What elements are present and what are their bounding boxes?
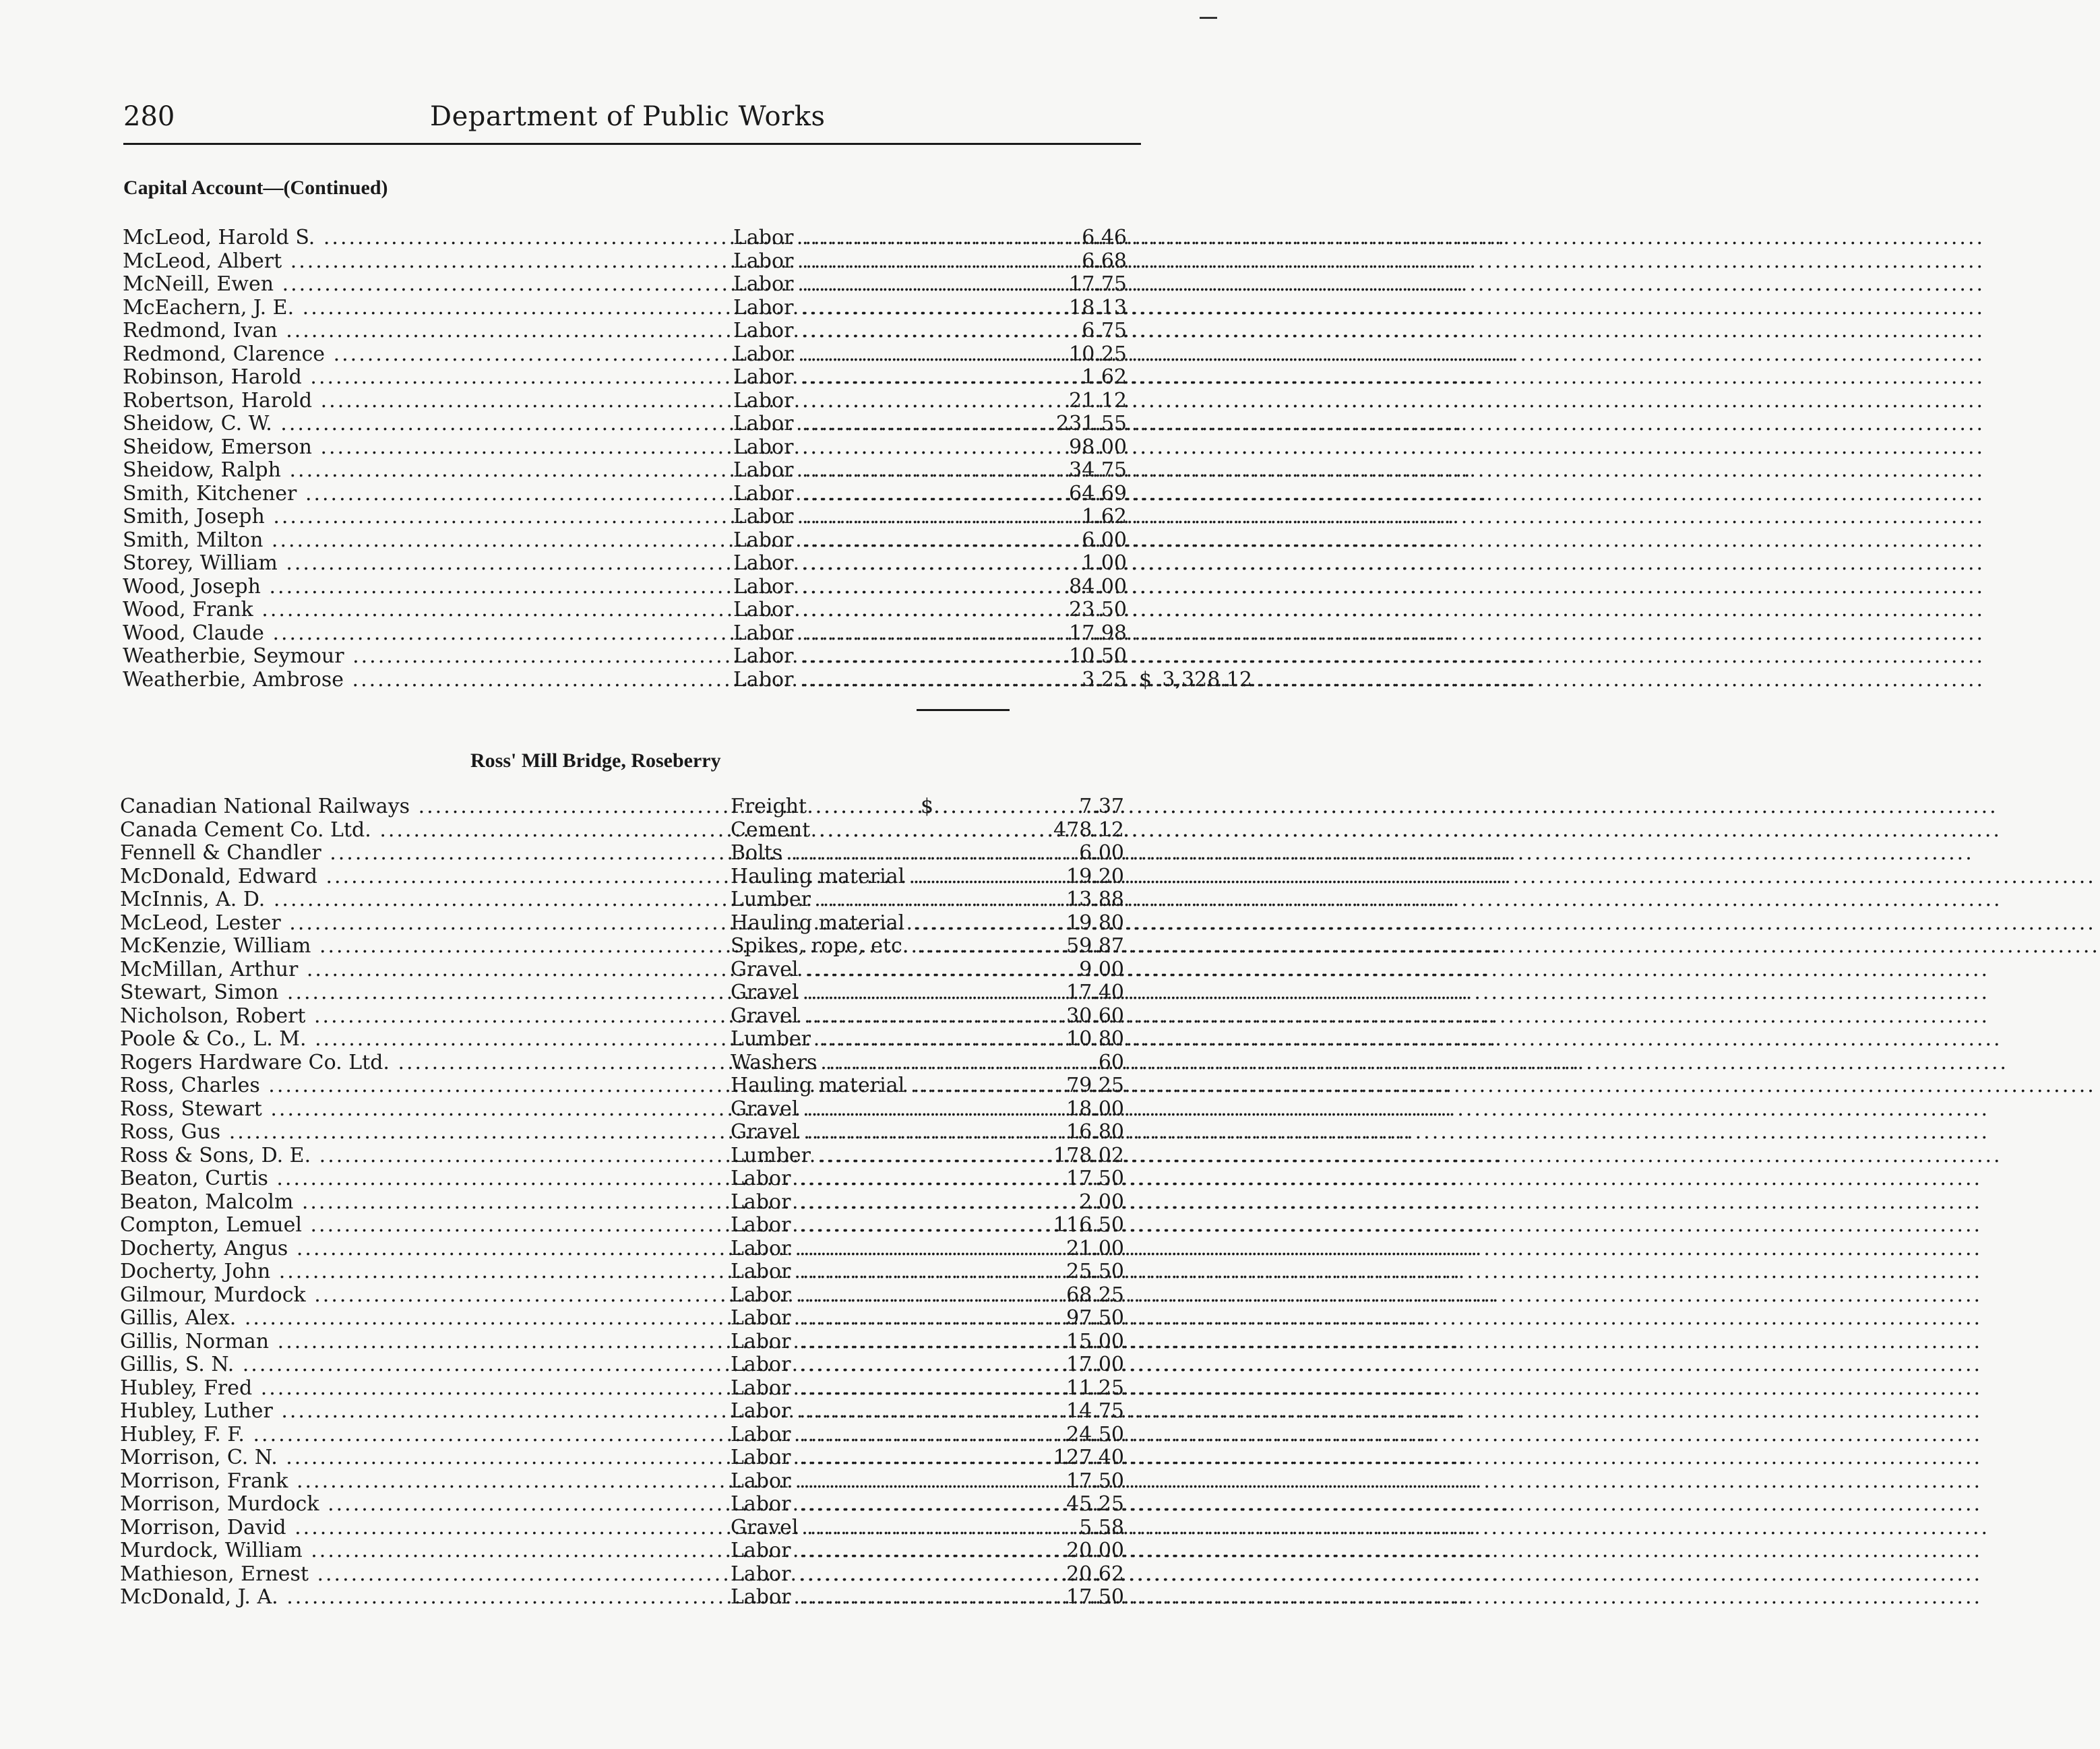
item-description: Labor ..... [731, 1470, 1001, 1494]
ledger-row [112, 888, 1152, 912]
payee-name: Gillis, Alex. ..... [120, 1307, 730, 1330]
amount-value: 9.00 [1079, 957, 1124, 981]
item-description: Labor ..... [731, 1423, 1001, 1447]
item-description: Freight ..... [731, 795, 1001, 819]
item-description: Labor ..... [733, 436, 1004, 460]
ledger-row [112, 1074, 1152, 1098]
payee-name: McInnis, A. D. ..... [120, 888, 730, 912]
item-description: Gravel ..... [731, 1516, 1001, 1540]
payee-name: Canada Cement Co. Ltd. ..... [120, 819, 730, 842]
amount-value: 14.75 [1066, 1399, 1124, 1423]
payee-name: McEachern, J. E. ..... [123, 297, 733, 320]
item-description: Labor ..... [731, 1214, 1001, 1237]
amount-value: 97.50 [1066, 1306, 1124, 1330]
amount-value: 17.50 [1066, 1585, 1124, 1609]
item-description: Labor ..... [733, 226, 1004, 250]
payee-name: Docherty, John ..... [120, 1260, 730, 1284]
ledger-row [112, 1284, 1152, 1308]
ledger-row [115, 390, 1152, 413]
ross-mill-bridge-ledger [115, 795, 1152, 1609]
payee-name: Canadian National Railways ..... [120, 795, 730, 819]
ledger-row [115, 343, 1152, 367]
amount-value: 16.80 [1066, 1120, 1124, 1144]
amount-value: 19.80 [1066, 911, 1124, 935]
ledger-row [112, 1260, 1152, 1284]
payee-name: Smith, Kitchener ..... [123, 483, 733, 506]
ledger-row [115, 483, 1152, 506]
ledger-row [115, 552, 1152, 576]
ledger-row [112, 1051, 1152, 1075]
ledger-row [115, 667, 1252, 692]
amount-value: 478.12 [1053, 818, 1124, 842]
amount-value: 34.75 [1069, 458, 1127, 482]
payee-name: Poole & Co., L. M. ..... [120, 1028, 730, 1051]
subtotal-rule [917, 709, 1010, 711]
ledger-row [112, 981, 1152, 1005]
payee-name: Robinson, Harold ..... [123, 366, 733, 390]
payee-name: McMillan, Arthur ..... [120, 958, 730, 982]
item-description: Labor ..... [733, 273, 1004, 297]
amount-value: 1.62 [1082, 505, 1127, 528]
ledger-row [112, 958, 1152, 982]
item-description: Labor ..... [731, 1353, 1001, 1377]
ledger-row [112, 865, 1152, 889]
item-description: Labor ..... [731, 1284, 1001, 1308]
amount-value: 98.00 [1069, 435, 1127, 459]
amount-value: 6.75 [1082, 319, 1127, 342]
ledger-row [112, 1307, 1152, 1330]
item-description: Labor ..... [733, 483, 1004, 506]
ledger-row [115, 436, 1152, 460]
ledger-row [115, 599, 1152, 622]
payee-name: Beaton, Malcolm ..... [120, 1191, 730, 1215]
payee-name: Sheidow, Ralph ..... [123, 459, 733, 483]
item-description: Lumber ..... [731, 1144, 1001, 1168]
payee-name: Sheidow, C. W. ..... [123, 412, 733, 436]
payee-name: Mathieson, Ernest ..... [120, 1563, 730, 1587]
item-description: Gravel ..... [731, 1098, 1001, 1122]
ledger-row [112, 1144, 1152, 1168]
amount-value: 6.00 [1082, 528, 1127, 552]
amount-value: 2.00 [1079, 1190, 1124, 1214]
payee-name: Docherty, Angus ..... [120, 1237, 730, 1261]
amount-value: 17.00 [1066, 1353, 1124, 1376]
item-description: Gravel ..... [731, 1121, 1001, 1144]
payee-name: Nicholson, Robert ..... [120, 1005, 730, 1029]
total-currency-sign: $ [1139, 667, 1152, 692]
payee-name: McDonald, J. A. ..... [120, 1586, 730, 1609]
ledger-row [112, 935, 1152, 958]
payee-name: Sheidow, Emerson ..... [123, 436, 733, 460]
amount-value: 25.50 [1066, 1260, 1124, 1283]
payee-name: Morrison, David ..... [120, 1516, 730, 1540]
amount-value: 45.25 [1066, 1492, 1124, 1516]
payee-name: Morrison, Frank ..... [120, 1470, 730, 1494]
amount-value: 3.25 [1082, 667, 1127, 692]
payee-name: Redmond, Clarence ..... [123, 343, 733, 367]
ledger-row [112, 1005, 1152, 1029]
amount-value: 19.20 [1066, 864, 1124, 888]
amount-value: 10.80 [1066, 1027, 1124, 1051]
ledger-row [115, 529, 1152, 553]
item-description: Labor ..... [733, 366, 1004, 390]
ross-mill-bridge-heading: Ross' Mill Bridge, Roseberry [470, 749, 721, 772]
item-description: Cement ..... [731, 819, 1001, 842]
ledger-row [112, 1214, 1152, 1237]
payee-name: Ross & Sons, D. E. ..... [120, 1144, 730, 1168]
item-description: Labor ..... [733, 319, 1004, 343]
ledger-row [112, 912, 1152, 935]
ledger-row [112, 1330, 1152, 1354]
amount-value: 7.37 [1079, 795, 1124, 818]
item-description: Labor ..... [731, 1586, 1001, 1609]
amount-value: 68.25 [1066, 1283, 1124, 1307]
page-title: Department of Public Works [430, 101, 826, 132]
payee-name: Ross, Stewart ..... [120, 1098, 730, 1122]
item-description: Lumber ..... [731, 1028, 1001, 1051]
currency-sign: $ [921, 795, 934, 818]
amount-value: 1.00 [1082, 551, 1127, 575]
amount-value: 17.50 [1066, 1469, 1124, 1493]
amount-value: 17.50 [1066, 1167, 1124, 1190]
item-description: Lumber ..... [731, 888, 1001, 912]
ledger-row [115, 297, 1152, 320]
ledger-row [115, 622, 1152, 646]
item-description: Labor ..... [731, 1260, 1001, 1284]
total-value: 3,328.12 [1162, 667, 1252, 692]
ledger-row [115, 250, 1152, 274]
payee-name: Hubley, Fred ..... [120, 1377, 730, 1401]
ledger-row [112, 1167, 1152, 1191]
payee-name: McKenzie, William ..... [120, 935, 730, 958]
payee-name: Fennell & Chandler ..... [120, 842, 730, 865]
item-description: Labor ..... [733, 622, 1004, 646]
amount-value: 17.40 [1066, 981, 1124, 1004]
payee-name: Wood, Joseph ..... [123, 576, 733, 599]
payee-name: Murdock, William ..... [120, 1539, 730, 1563]
margin-mark [1200, 17, 1217, 19]
amount-value: 231.55 [1056, 412, 1127, 435]
item-description: Labor ..... [731, 1191, 1001, 1215]
amount-value: 59.87 [1066, 934, 1124, 958]
item-description: Labor ..... [733, 505, 1004, 529]
item-description: Washers ..... [731, 1051, 1001, 1075]
item-description: Labor ..... [733, 412, 1004, 436]
payee-name: Storey, William ..... [123, 552, 733, 576]
ledger-row [112, 1237, 1152, 1261]
ledger-row [115, 412, 1152, 436]
amount-value: 17.98 [1069, 621, 1127, 645]
item-description: Labor ..... [731, 1446, 1001, 1470]
amount-value: 1.62 [1082, 365, 1127, 389]
item-description: Labor ..... [731, 1237, 1001, 1261]
item-description: Bolts ..... [731, 842, 1001, 865]
amount-value: 127.40 [1053, 1446, 1124, 1469]
ledger-row [112, 1098, 1152, 1122]
item-description: Labor ..... [731, 1400, 1001, 1423]
item-description: Labor ..... [733, 645, 1004, 669]
ledger-row [112, 1377, 1152, 1401]
amount-value: 20.62 [1066, 1562, 1124, 1586]
capital-account-heading: Capital Account—(Continued) [123, 177, 388, 199]
payee-name: McLeod, Lester ..... [120, 912, 730, 935]
payee-name: Ross, Charles ..... [120, 1074, 730, 1098]
item-description: Hauling material ..... [731, 912, 1001, 935]
amount-value: 20.00 [1066, 1539, 1124, 1562]
amount-value: 18.13 [1069, 295, 1127, 319]
item-description: Labor ..... [731, 1539, 1001, 1563]
payee-name: McNeill, Ewen ..... [123, 273, 733, 297]
payee-name: Beaton, Curtis ..... [120, 1167, 730, 1191]
item-description: Labor ..... [733, 297, 1004, 320]
item-description: Labor ..... [733, 390, 1004, 413]
item-description: Labor ..... [733, 459, 1004, 483]
item-description: Labor ..... [731, 1493, 1001, 1516]
amount-value: 6.00 [1079, 841, 1124, 865]
item-description: Labor ..... [731, 1167, 1001, 1191]
payee-name: McLeod, Albert ..... [123, 250, 733, 274]
capital-account-ledger [115, 226, 1252, 692]
amount-value: 18.00 [1066, 1097, 1124, 1121]
payee-name: Robertson, Harold ..... [123, 390, 733, 413]
item-description: Gravel ..... [731, 958, 1001, 982]
item-description: Hauling material ..... [731, 865, 1001, 889]
ledger-row [115, 366, 1152, 390]
amount-value: 6.46 [1082, 226, 1127, 249]
payee-name: Morrison, C. N. ..... [120, 1446, 730, 1470]
ledger-row [112, 1353, 1152, 1377]
item-description: Labor ..... [731, 1330, 1001, 1354]
payee-name: Gillis, S. N. ..... [120, 1353, 730, 1377]
amount-value: 178.02 [1053, 1143, 1124, 1167]
ledger-row [112, 1470, 1152, 1494]
amount-value: 13.88 [1066, 888, 1124, 911]
amount-value: 10.25 [1069, 342, 1127, 366]
amount-value: 6.68 [1082, 249, 1127, 273]
payee-name: Gillis, Norman ..... [120, 1330, 730, 1354]
amount-value: 23.50 [1069, 598, 1127, 621]
amount-value: 10.50 [1069, 644, 1127, 668]
page-number: 280 [123, 101, 175, 132]
item-description: Gravel ..... [731, 981, 1001, 1005]
item-description: Labor ..... [731, 1307, 1001, 1330]
amount-value: 116.50 [1053, 1213, 1124, 1237]
amount-value: 5.58 [1079, 1515, 1124, 1539]
ledger-row [115, 273, 1152, 297]
payee-name: Gilmour, Murdock ..... [120, 1284, 730, 1308]
amount-value: 21.12 [1069, 388, 1127, 412]
amount-value: 15.00 [1066, 1329, 1124, 1353]
amount-value: .60 [1092, 1050, 1124, 1074]
ledger-row [112, 842, 1152, 865]
item-description: Labor ..... [733, 343, 1004, 367]
page-header [123, 101, 1141, 145]
amount-value: 11.25 [1066, 1376, 1124, 1400]
amount-value: 64.69 [1069, 481, 1127, 505]
payee-name: Smith, Milton ..... [123, 529, 733, 553]
item-description: Labor ..... [731, 1563, 1001, 1587]
ledger-row [112, 1516, 1152, 1540]
payee-name: Morrison, Murdock ..... [120, 1493, 730, 1516]
item-description: Hauling material ..... [731, 1074, 1001, 1098]
ledger-row [115, 319, 1152, 343]
item-description: Labor ..... [733, 576, 1004, 599]
item-description: Labor ..... [733, 599, 1004, 622]
amount-value: 30.60 [1066, 1004, 1124, 1028]
ledger-row [112, 1493, 1152, 1516]
payee-name: Smith, Joseph ..... [123, 505, 733, 529]
amount-value: 79.25 [1066, 1074, 1124, 1097]
payee-name: Wood, Frank ..... [123, 599, 733, 622]
ledger-row [112, 1028, 1152, 1051]
ledger-row [112, 1191, 1152, 1215]
ledger-row [112, 795, 1152, 819]
item-description: Spikes, rope, etc. ..... [731, 935, 1001, 958]
payee-name: Stewart, Simon ..... [120, 981, 730, 1005]
payee-name: Wood, Claude ..... [123, 622, 733, 646]
item-description: Labor ..... [733, 250, 1004, 274]
payee-name: Hubley, Luther ..... [120, 1400, 730, 1423]
payee-name: McDonald, Edward ..... [120, 865, 730, 889]
ledger-row [115, 459, 1152, 483]
ledger-row [115, 226, 1152, 250]
payee-name: Rogers Hardware Co. Ltd. ..... [120, 1051, 730, 1075]
ledger-row [112, 1400, 1152, 1423]
item-description: Labor ..... [733, 552, 1004, 576]
ledger-row [112, 1586, 1152, 1609]
amount-value: 21.00 [1066, 1236, 1124, 1260]
ledger-row [112, 1563, 1152, 1587]
payee-name: McLeod, Harold S. ..... [123, 226, 733, 250]
payee-name: Weatherbie, Ambrose ..... [123, 669, 733, 692]
payee-name: Hubley, F. F. ..... [120, 1423, 730, 1447]
payee-name: Ross, Gus ..... [120, 1121, 730, 1144]
item-description: Gravel ..... [731, 1005, 1001, 1029]
amount-value: 24.50 [1066, 1422, 1124, 1446]
payee-name: Compton, Lemuel ..... [120, 1214, 730, 1237]
ledger-row [112, 1121, 1152, 1144]
item-description: Labor ..... [731, 1377, 1001, 1401]
item-description: Labor ..... [733, 529, 1004, 553]
ledger-row [115, 505, 1152, 529]
item-description: Labor ..... [733, 669, 1004, 692]
amount-value: 17.75 [1069, 272, 1127, 296]
ledger-row [115, 645, 1152, 669]
ledger-row [112, 1539, 1152, 1563]
payee-name: Weatherbie, Seymour ..... [123, 645, 733, 669]
ledger-row [112, 1423, 1152, 1447]
ledger-row [112, 819, 1152, 842]
ledger-row [112, 1446, 1152, 1470]
amount-value: 84.00 [1069, 574, 1127, 599]
payee-name: Redmond, Ivan ..... [123, 319, 733, 343]
ledger-row [115, 576, 1152, 599]
